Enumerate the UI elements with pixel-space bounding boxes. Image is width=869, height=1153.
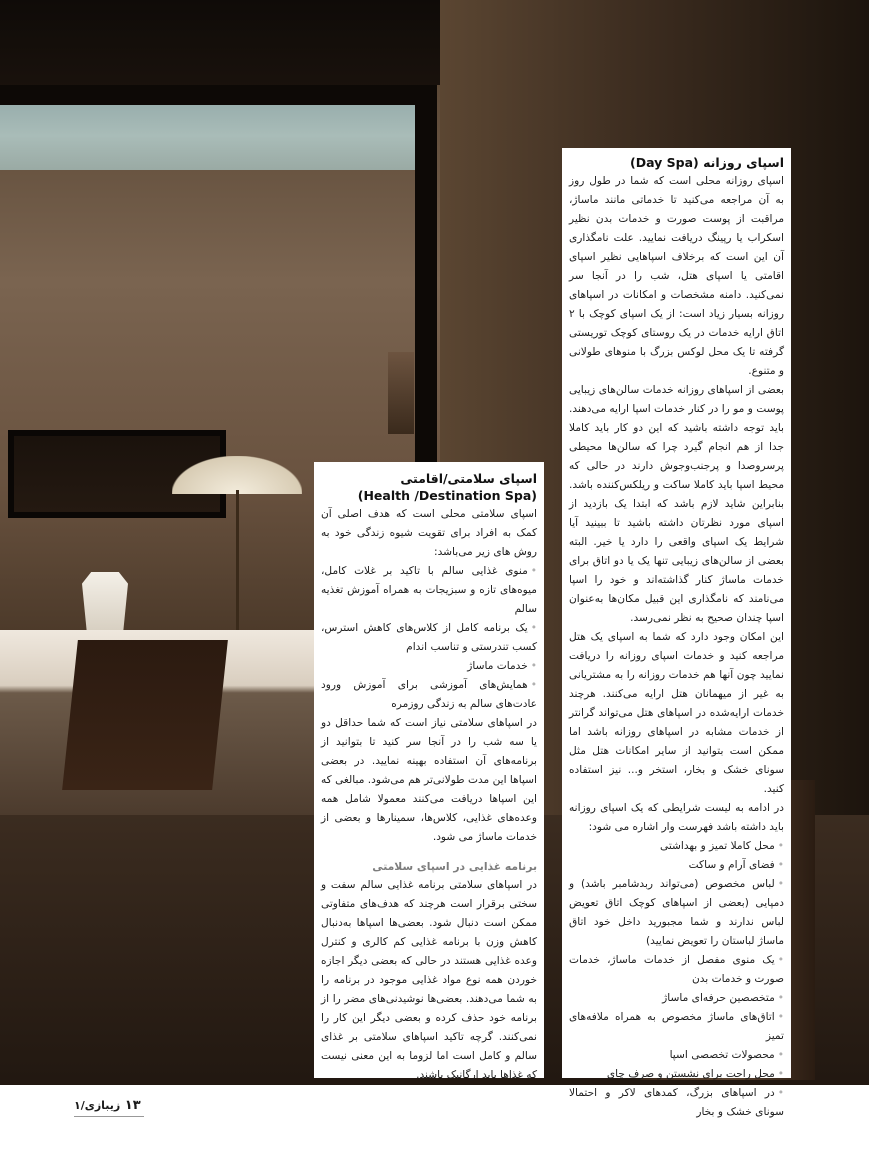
list-item-text: در اسپاهای بزرگ، کمدهای لاکر و احتمالا سونای خشک و بخار <box>569 1087 784 1118</box>
wooden-statue <box>388 352 414 434</box>
list-item-text: لباس مخصوص (می‌تواند ربدشامبر باشد) و دمپایی (بعضی از اسپاهای کوچک اتاق تعویض لباس ندارند و شما مجبورید داخل خود اتاق ماساژ لباستان را تعویض نمایید) <box>569 878 784 947</box>
day-spa-paragraph: بعضی از اسپاهای روزانه خدمات سالن‌های زیبایی پوست و مو را در کنار خدمات اسپا ارایه می‌دهند. باید توجه داشته باشید که این دو کار باید کاملا جدا از هم انجام گیرد چرا که سالن‌ها محیطی پرسروصدا و پرجنب‌وجوش دارند در حالی که محیط اسپا باید کاملا ساکت و ریلکس‌کننده باشد. بنابراین شاید لازم باشد که ابتدا یک بازدید از اسپای مورد نظرتان داشته باشید تا ببینید آیا شرایط یک اسپای واقعی را دارد یا خیر. البته بعضی از سالن‌های زیبایی تنها یک یا دو اتاق برای خدمات ماساژ کنار گذاشته‌اند و خود را اسپا می‌نامند که نامگذاری این قبیل مکان‌ها به‌عنوان اسپا چندان صحیح به نظر نمی‌رسد. <box>569 384 784 624</box>
bullet-icon: • <box>777 1049 784 1061</box>
alcove-frame-top <box>0 85 437 105</box>
health-spa-title-en: (Health /Destination Spa) <box>357 488 537 503</box>
health-spa-title-fa: اسپای سلامتی/اقامتی <box>400 471 537 486</box>
health-spa-intro: اسپای سلامتی محلی است که هدف اصلی آن کمک به افراد برای تقویت شیوه زندگی خود به روش های زیر می‌باشد: <box>321 508 537 558</box>
day-spa-paragraph: اسپای روزانه محلی است که شما در طول روز به آن مراجعه می‌کنید تا خدماتی مانند ماساژ، مراقبت از پوست صورت و خدمات بدن نظیر اسکراب یا رپینگ دریافت نمایید. علت نامگذاری آن این است که برخلاف اسپاهایی نظیر اسپای اقامتی یا اسپای هتل، شب را در آنجا سر نمی‌کنید. دامنه مشخصات و امکانات در اسپاهای روزانه بسیار زیاد است: از یک اسپای کوچک با ۲ اتاق ارایه خدمات در یک روستای کوچک توریستی گرفته تا یک محل لوکس بزرگ با منوهای طولانی و متنوع. <box>569 175 784 377</box>
bullet-icon: • <box>777 1087 784 1099</box>
health-spa-paragraph: در اسپاهای سلامتی نیاز است که شما حداقل دو یا سه شب را در آنجا سر کنید تا بتوانید از برنامه‌های آن استفاده بهینه نمایید. در بعضی اسپاها این مدت طولانی‌تر هم می‌شود. مبالغی که این اسپاها دریافت می‌کنند معمولا شامل همه وعده‌های غذایی، کلاس‌ها، سمینارها و بعضی از خدمات ماساژ می شود. <box>321 717 537 843</box>
day-spa-paragraph: در ادامه به لیست شرایطی که یک اسپای روزانه باید داشته باشد فهرست وار اشاره می شود: <box>569 802 784 833</box>
list-item <box>321 619 537 657</box>
list-item-text: محل کاملا تمیز و بهداشتی <box>660 840 775 852</box>
list-item <box>569 951 784 989</box>
bullet-icon: • <box>530 622 537 634</box>
parasol-lamp <box>172 456 302 494</box>
day-spa-list <box>569 837 784 1122</box>
day-spa-panel <box>562 148 791 1118</box>
page-number: ۱۳ <box>124 1098 141 1113</box>
health-spa-panel <box>314 462 544 1081</box>
bullet-icon: • <box>777 1011 784 1023</box>
day-spa-paragraph: این امکان وجود دارد که شما به اسپای یک هتل مراجعه کنید و خدمات اسپای روزانه را دریافت نمایید چون آنها هم خدمات روزانه را به مشتریانی به غیر از میهمانان هتل ارایه می‌کنند. هرچند خدمات ارایه‌شده در اسپاهای هتل می‌تواند گرانتر از خدمات مشابه در اسپاهای روزانه باشد اما ممکن است بتوانید از سایر امکانات هتل مثل سونای خشک و بخار، استخر و... نیز استفاده کنید. <box>569 631 784 795</box>
list-item <box>321 657 537 676</box>
list-item <box>321 562 537 619</box>
diet-subheading: برنامه غذایی در اسپای سلامتی <box>372 860 537 873</box>
bed-runner <box>62 640 228 790</box>
folio-rule <box>74 1116 144 1117</box>
bullet-icon: • <box>777 1068 784 1080</box>
page-folio <box>74 1098 141 1113</box>
stone-lantern <box>82 572 128 630</box>
list-item-text: یک منوی مفصل از خدمات ماساژ، خدمات صورت و خدمات بدن <box>569 954 784 985</box>
bullet-icon: • <box>530 679 537 691</box>
health-spa-title <box>321 470 537 504</box>
list-item-text: محل راحت برای نشستن و صرف چای <box>606 1068 775 1080</box>
list-item <box>569 1065 784 1084</box>
health-spa-list <box>321 562 537 714</box>
list-item <box>321 676 537 714</box>
magazine-issue: زیبازی/۱ <box>74 1099 121 1112</box>
bullet-icon: • <box>777 859 784 871</box>
parasol-pole <box>236 490 239 640</box>
bullet-icon: • <box>777 878 784 890</box>
day-spa-title: اسپای روزانه (Day Spa) <box>630 155 784 170</box>
list-item-text: یک برنامه کامل از کلاس‌های کاهش استرس، کسب تندرستی و تناسب اندام <box>321 622 537 653</box>
list-item-text: اتاق‌های ماساژ مخصوص به همراه ملافه‌های تمیز <box>569 1011 784 1042</box>
list-item-text: محصولات تخصصی اسپا <box>669 1049 775 1061</box>
bullet-icon: • <box>777 954 784 966</box>
list-item <box>569 1084 784 1122</box>
list-item <box>569 875 784 951</box>
bullet-icon: • <box>530 660 537 672</box>
list-item <box>569 856 784 875</box>
bullet-icon: • <box>777 992 784 1004</box>
list-item-text: همایش‌های آموزشی برای آموزش ورود عادت‌های سالم به زندگی روزمره <box>321 679 537 710</box>
list-item <box>569 837 784 856</box>
list-item <box>569 1046 784 1065</box>
bullet-icon: • <box>777 840 784 852</box>
list-item-text: منوی غذایی سالم با تاکید بر غلات کامل، میوه‌های تازه و سبزیجات به همراه آموزش تغذیه سالم <box>321 565 537 615</box>
list-item <box>569 989 784 1008</box>
list-item-text: فضای آرام و ساکت <box>688 859 775 871</box>
list-item <box>569 1008 784 1046</box>
list-item-text: متخصصین حرفه‌ای ماساژ <box>662 992 775 1004</box>
diet-paragraph: در اسپاهای سلامتی برنامه غذایی سالم سفت و سختی برقرار است هرچند که هدف‌های متفاوتی ممکن است دنبال شود. بعضی‌ها اسپاها به‌دنبال کاهش وزن با برنامه غذایی کم کالری و کنترل وعده غذایی هستند در حالی که بعضی دیگر اجازه خوردن همه نوع مواد غذایی موجود در برنامه را به شما می‌دهند. بعضی‌ها نوشیدنی‌های مضر را از برنامه خود حذف کرده و بعضی دیگر این کار را نمی‌کنند. گرچه تاکید اسپاهای سلامتی بر غذای سالم و کامل است اما لزوما به این معنی نیست که غذاها باید ارگانیک باشند. <box>321 879 537 1081</box>
bullet-icon: • <box>530 565 537 577</box>
list-item-text: خدمات ماساژ <box>467 660 528 672</box>
